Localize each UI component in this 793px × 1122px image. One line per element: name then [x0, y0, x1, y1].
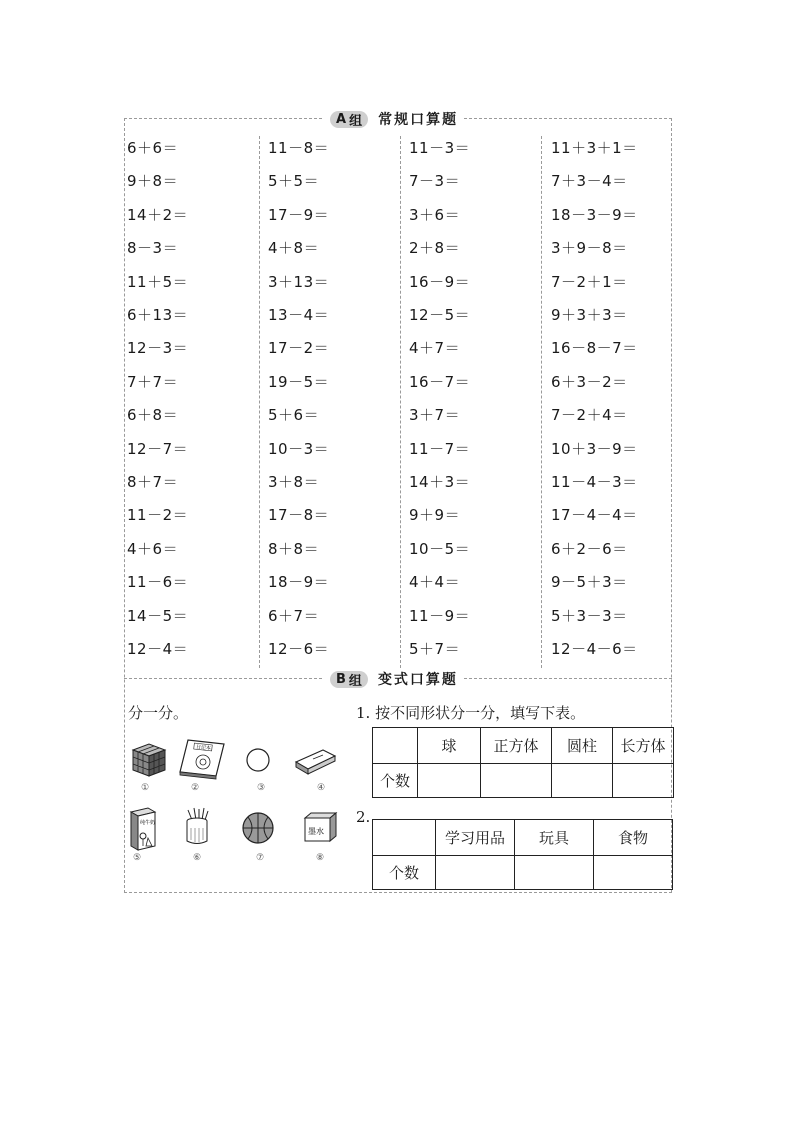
- math-problem: 6＋2－6＝: [551, 540, 628, 558]
- table-row-label: 个数: [373, 764, 418, 798]
- math-problem: 16－8－7＝: [551, 339, 638, 357]
- math-problem: 11－8＝: [268, 139, 330, 157]
- math-problem: 7＋3－4＝: [551, 172, 628, 190]
- table-row-label: 个数: [373, 856, 436, 890]
- math-problem: 6＋8＝: [127, 406, 179, 424]
- table-header-cube: 正方体: [481, 728, 552, 764]
- column-separator: [259, 136, 260, 668]
- math-problem: 4＋8＝: [268, 239, 320, 257]
- object-number: ⑥: [193, 853, 202, 863]
- math-problem: 8＋7＝: [127, 473, 179, 491]
- math-problem: 12－4＝: [127, 640, 189, 658]
- answer-cell[interactable]: [552, 764, 613, 798]
- math-problem: 11－4－3＝: [551, 473, 638, 491]
- math-problem: 18－9＝: [268, 573, 330, 591]
- math-problem: 11＋5＝: [127, 273, 189, 291]
- math-problem: 4＋4＝: [409, 573, 461, 591]
- object-number: ⑤: [133, 853, 142, 863]
- math-problem: 9＋3＋3＝: [551, 306, 628, 324]
- math-problem: 6＋3－2＝: [551, 373, 628, 391]
- answer-cell[interactable]: [436, 856, 515, 890]
- table-header-blank: [373, 728, 418, 764]
- math-problem: 6＋6＝: [127, 139, 179, 157]
- answer-cell[interactable]: [481, 764, 552, 798]
- object-number: ①: [141, 783, 150, 793]
- answer-cell[interactable]: [515, 856, 594, 890]
- rubiks-cube-icon: [127, 740, 173, 780]
- table-header-cuboid: 长方体: [613, 728, 674, 764]
- group-a-header: [324, 109, 464, 129]
- math-problem: 4＋6＝: [127, 540, 179, 558]
- math-problem: 9－5＋3＝: [551, 573, 628, 591]
- basketball-icon: [240, 810, 286, 850]
- math-problem: 10－3＝: [268, 440, 330, 458]
- math-problem: 19－5＝: [268, 373, 330, 391]
- math-problem: 14＋3＝: [409, 473, 471, 491]
- eraser-icon: [293, 742, 339, 782]
- math-problem: 5＋5＝: [268, 172, 320, 190]
- math-problem: 5＋7＝: [409, 640, 461, 658]
- math-problem: 12－4－6＝: [551, 640, 638, 658]
- section-b-intro: 分一分。: [128, 704, 189, 722]
- object-number: ③: [257, 783, 266, 793]
- math-problem: 14－5＝: [127, 607, 189, 625]
- column-separator: [541, 136, 542, 668]
- table-header-blank: [373, 820, 436, 856]
- ink-box-icon: [302, 810, 348, 850]
- math-problem: 11－3＝: [409, 139, 471, 157]
- math-problem: 16－9＝: [409, 273, 471, 291]
- math-problem: 5＋3－3＝: [551, 607, 628, 625]
- notebook-icon: [176, 738, 228, 780]
- ball-icon: [240, 742, 286, 782]
- table-header-food: 食物: [594, 820, 673, 856]
- math-problem: 9＋9＝: [409, 506, 461, 524]
- math-problem: 10－5＝: [409, 540, 471, 558]
- math-problem: 6＋7＝: [268, 607, 320, 625]
- math-problem: 3＋13＝: [268, 273, 330, 291]
- math-problem: 3＋9－8＝: [551, 239, 628, 257]
- notebook-label: 日记本: [195, 744, 212, 752]
- table-header-toys: 玩具: [515, 820, 594, 856]
- math-problem: 9＋8＝: [127, 172, 179, 190]
- math-problem: 17－2＝: [268, 339, 330, 357]
- math-problem: 11－2＝: [127, 506, 189, 524]
- math-problem: 11－9＝: [409, 607, 471, 625]
- math-problem: 18－3－9＝: [551, 206, 638, 224]
- math-problem: 17－9＝: [268, 206, 330, 224]
- pen-holder-icon: [180, 806, 226, 846]
- answer-cell[interactable]: [613, 764, 674, 798]
- math-problem: 3＋6＝: [409, 206, 461, 224]
- math-problem: 4＋7＝: [409, 339, 461, 357]
- ink-box-label: 墨水: [308, 827, 324, 836]
- math-problem: 12－7＝: [127, 440, 189, 458]
- math-problem: 7－2＋1＝: [551, 273, 628, 291]
- answer-cell[interactable]: [594, 856, 673, 890]
- math-problem: 3＋8＝: [268, 473, 320, 491]
- shape-count-table: [372, 727, 674, 798]
- object-number: ④: [317, 783, 326, 793]
- math-problem: 12－3＝: [127, 339, 189, 357]
- object-number: ⑦: [256, 853, 265, 863]
- math-problem: 5＋6＝: [268, 406, 320, 424]
- math-problem: 7＋7＝: [127, 373, 179, 391]
- math-problem: 3＋7＝: [409, 406, 461, 424]
- group-b-badge: B 组: [330, 671, 368, 688]
- group-b-header: [324, 669, 464, 689]
- math-problem: 7－2＋4＝: [551, 406, 628, 424]
- math-problem: 10＋3－9＝: [551, 440, 638, 458]
- math-problem: 17－4－4＝: [551, 506, 638, 524]
- object-number: ⑧: [316, 853, 325, 863]
- question-1-text: 1. 按不同形状分一分，填写下表。: [356, 704, 586, 722]
- math-problem: 11－7＝: [409, 440, 471, 458]
- table-header-stationery: 学习用品: [436, 820, 515, 856]
- group-a-badge: A 组: [330, 111, 368, 128]
- math-problem: 8＋8＝: [268, 540, 320, 558]
- math-problem: 11＋3＋1＝: [551, 139, 638, 157]
- answer-cell[interactable]: [418, 764, 481, 798]
- object-number: ②: [191, 783, 200, 793]
- math-problem: 13－4＝: [268, 306, 330, 324]
- math-problem: 6＋13＝: [127, 306, 189, 324]
- math-problem: 14＋2＝: [127, 206, 189, 224]
- math-problem: 2＋8＝: [409, 239, 461, 257]
- table-header-cylinder: 圆柱: [552, 728, 613, 764]
- milk-carton-icon: [126, 806, 160, 852]
- group-a-title: 常规口算题: [378, 112, 459, 128]
- math-problem: 8－3＝: [127, 239, 179, 257]
- milk-carton-label: 纯牛奶: [140, 820, 156, 826]
- math-problem: 16－7＝: [409, 373, 471, 391]
- math-problem: 12－6＝: [268, 640, 330, 658]
- column-separator: [400, 136, 401, 668]
- math-problem: 12－5＝: [409, 306, 471, 324]
- question-2-label: 2.: [356, 808, 371, 826]
- math-problem: 7－3＝: [409, 172, 461, 190]
- category-count-table: [372, 819, 673, 890]
- math-problem: 11－6＝: [127, 573, 189, 591]
- table-header-ball: 球: [418, 728, 481, 764]
- group-b-title: 变式口算题: [377, 672, 458, 688]
- math-problem: 17－8＝: [268, 506, 330, 524]
